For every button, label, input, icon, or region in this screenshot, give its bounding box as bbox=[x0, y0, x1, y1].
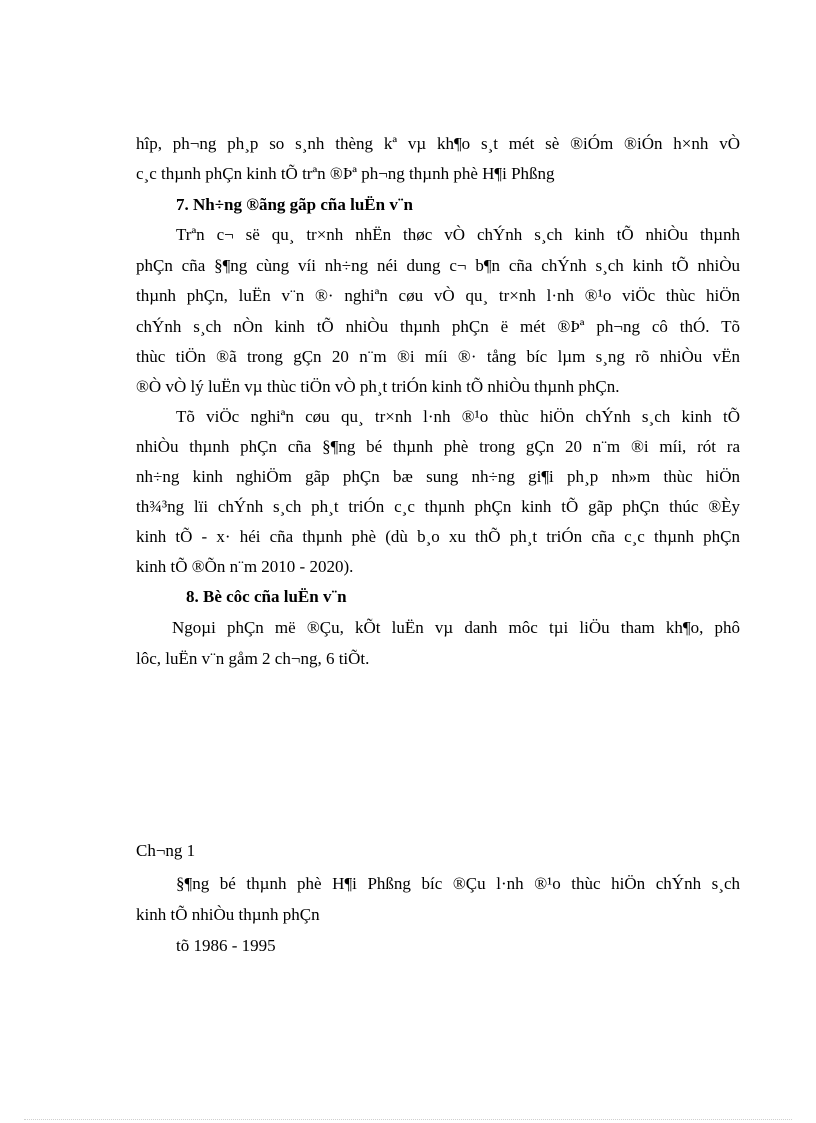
paragraph-line: phÇn cña §¶ng cùng víi nh÷ng néi dung c¬ b¶n cña chÝnh s¸ch kinh tÕ nhiÒu bbox=[136, 256, 740, 275]
paragraph-line: chÝnh s¸ch nÒn kinh tÕ nhiÒu thµnh phÇn ë mét ®Þª ph¬ng cô thÓ. Tõ bbox=[136, 317, 740, 336]
chapter-label: Ch¬ng 1 bbox=[136, 841, 196, 860]
paragraph-line: hîp, ph¬ng ph¸p so s¸nh thèng kª vµ kh¶o s¸t mét sè ®iÓm ®iÓn h×nh vÒ bbox=[136, 134, 740, 153]
page-bottom-divider bbox=[24, 1119, 792, 1120]
paragraph-line: thùc tiÖn ®ã trong gÇn 20 n¨m ®i míi ®· tång bíc lµm s¸ng rõ nhiÒu vËn bbox=[136, 347, 740, 366]
section-8-heading: 8. Bè côc cña luËn v¨n bbox=[186, 587, 347, 606]
paragraph-line: nhiÒu thµnh phÇn cña §¶ng bé thµnh phè trong gÇn 20 n¨m ®i míi, rót ra bbox=[136, 437, 740, 456]
paragraph-line: th¾³ng lïi chÝnh s¸ch ph¸t triÓn c¸c thµnh phÇn kinh tÕ gãp phÇn thúc ®Èy bbox=[136, 497, 740, 516]
paragraph-line: Tõ viÖc nghiªn cøu qu¸ tr×nh l·nh ®¹o thùc hiÖn chÝnh s¸ch kinh tÕ bbox=[176, 407, 740, 426]
paragraph-line: kinh tÕ - x· héi cña thµnh phè (dù b¸o xu thÕ ph¸t triÓn cña c¸c thµnh phÇn bbox=[136, 527, 740, 546]
paragraph-line: thµnh phÇn, luËn v¨n ®· nghiªn cøu vÒ qu¸ tr×nh l·nh ®¹o viÖc thùc hiÖn bbox=[136, 286, 740, 305]
section-7-heading: 7. Nh÷ng ®ãng gãp cña luËn v¨n bbox=[176, 195, 413, 214]
chapter-title: §¶ng bé thµnh phè H¶i Phßng bíc ®Çu l·nh ®¹o thùc hiÖn chÝnh s¸ch bbox=[176, 874, 740, 893]
paragraph-line: nh÷ng kinh nghiÖm gãp phÇn bæ sung nh÷ng gi¶i ph¸p nh»m thùc hiÖn bbox=[136, 467, 740, 486]
paragraph-line: Ngoµi phÇn më ®Çu, kÕt luËn vµ danh môc tµi liÖu tham kh¶o, phô bbox=[172, 618, 740, 637]
paragraph-line: Trªn c¬ së qu¸ tr×nh nhËn thøc vÒ chÝnh s¸ch kinh tÕ nhiÒu thµnh bbox=[176, 225, 740, 244]
chapter-period: tõ 1986 - 1995 bbox=[176, 936, 276, 955]
paragraph-line: c¸c thµnh phÇn kinh tÕ trªn ®Þª ph¬ng thµnh phè H¶i Phßng bbox=[136, 164, 555, 183]
paragraph-line: lôc, luËn v¨n gåm 2 ch¬ng, 6 tiÕt. bbox=[136, 649, 370, 668]
paragraph-line: kinh tÕ ®Õn n¨m 2010 - 2020). bbox=[136, 557, 354, 576]
paragraph-line: ®Ò vÒ lý luËn vµ thùc tiÖn vÒ ph¸t triÓn kinh tÕ nhiÒu thµnh phÇn. bbox=[136, 377, 620, 396]
chapter-title-continued: kinh tÕ nhiÒu thµnh phÇn bbox=[136, 905, 320, 924]
